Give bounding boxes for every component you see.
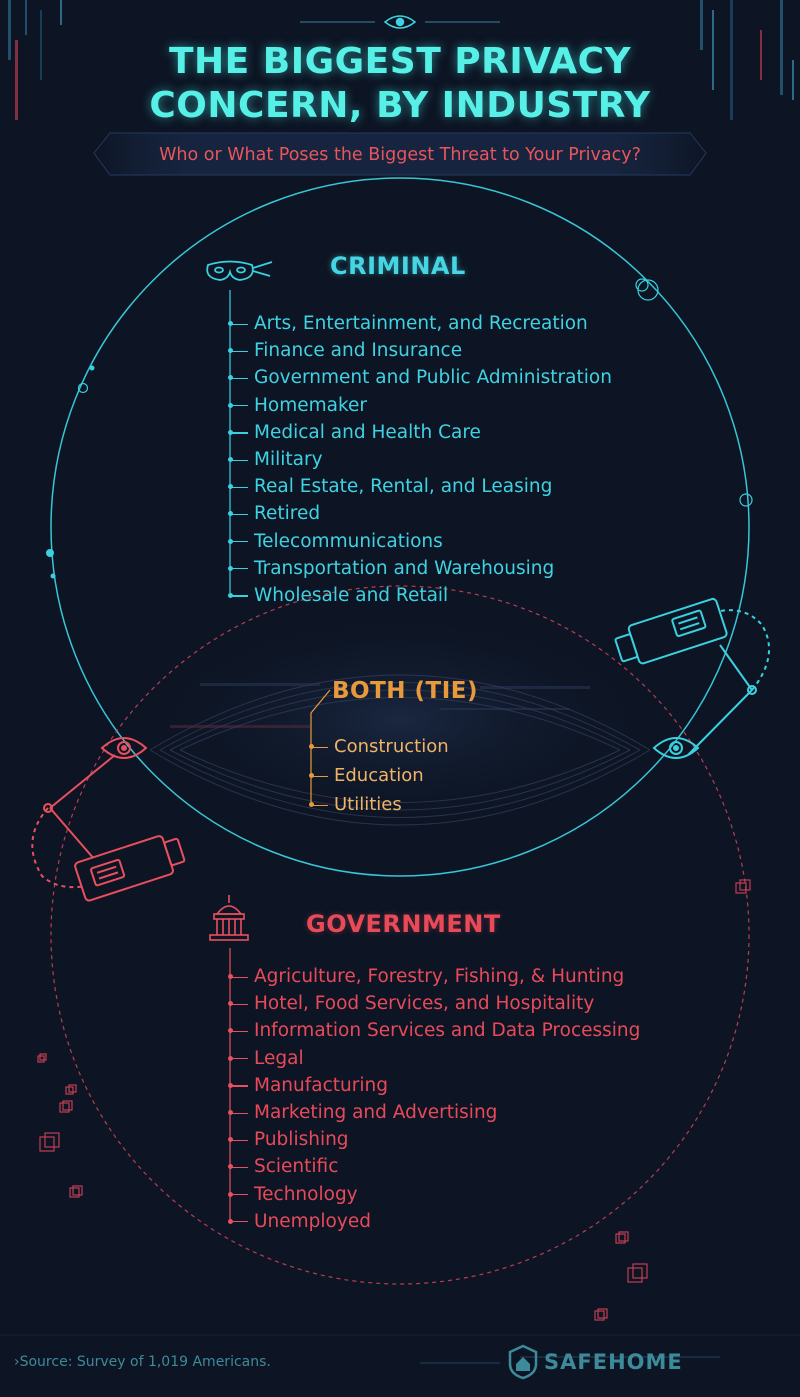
bullet-connector bbox=[230, 1194, 248, 1195]
criminal-list-item: Wholesale and Retail bbox=[254, 582, 612, 609]
bullet-connector bbox=[230, 1058, 248, 1059]
capitol-building-icon bbox=[210, 895, 248, 940]
page-subtitle: Who or What Poses the Biggest Threat to Your Privacy? bbox=[159, 145, 641, 165]
government-list-item: Publishing bbox=[254, 1126, 640, 1153]
both-heading: BOTH (TIE) bbox=[332, 678, 479, 704]
brand-name: SAFEHOME bbox=[544, 1350, 683, 1374]
criminal-list bbox=[254, 310, 612, 609]
bullet-connector bbox=[230, 378, 248, 379]
bullet-connector bbox=[230, 351, 248, 352]
page-title-line2: CONCERN, BY INDUSTRY bbox=[149, 85, 651, 126]
bullet-connector bbox=[230, 1221, 248, 1222]
house-shield-icon bbox=[508, 1344, 538, 1380]
bullet-connector bbox=[230, 1167, 248, 1168]
both-list-item: Construction bbox=[334, 732, 449, 761]
bullet-connector bbox=[311, 805, 328, 806]
brand-logo bbox=[508, 1340, 683, 1384]
bullet-connector bbox=[230, 541, 248, 542]
bullet-connector bbox=[230, 1004, 248, 1005]
government-list-item: Agriculture, Forestry, Fishing, & Hunting bbox=[254, 963, 640, 990]
right-eye-icon bbox=[654, 738, 698, 758]
left-eye-icon bbox=[102, 738, 146, 758]
source-text: Source: Survey of 1,019 Americans. bbox=[19, 1354, 271, 1370]
bullet-connector bbox=[230, 1113, 248, 1114]
bullet-connector bbox=[230, 1031, 248, 1032]
bullet-connector bbox=[230, 405, 248, 406]
criminal-list-item: Medical and Health Care bbox=[254, 419, 612, 446]
bullet-connector bbox=[311, 747, 328, 748]
bullet-connector bbox=[311, 776, 328, 777]
bullet-connector bbox=[230, 568, 248, 569]
criminal-list-item: Military bbox=[254, 446, 612, 473]
bullet-connector bbox=[230, 324, 248, 325]
criminal-list-item: Telecommunications bbox=[254, 528, 612, 555]
bullet-connector bbox=[230, 977, 248, 978]
criminal-list-item: Finance and Insurance bbox=[254, 337, 612, 364]
criminal-list-item: Arts, Entertainment, and Recreation bbox=[254, 310, 612, 337]
source-note bbox=[14, 1354, 271, 1370]
government-list-item: Manufacturing bbox=[254, 1072, 640, 1099]
government-list-item: Technology bbox=[254, 1181, 640, 1208]
criminal-list-item: Government and Public Administration bbox=[254, 364, 612, 391]
bullet-connector bbox=[230, 460, 248, 461]
bullet-connector bbox=[230, 595, 248, 596]
bullet-connector bbox=[230, 487, 248, 488]
government-list-item: Scientific bbox=[254, 1153, 640, 1180]
criminal-list-item: Real Estate, Rental, and Leasing bbox=[254, 473, 612, 500]
both-list-item: Utilities bbox=[334, 790, 449, 819]
government-heading: GOVERNMENT bbox=[306, 910, 501, 938]
government-list-item: Legal bbox=[254, 1045, 640, 1072]
criminal-list-item: Retired bbox=[254, 500, 612, 527]
government-list-item: Information Services and Data Processing bbox=[254, 1017, 640, 1044]
bullet-connector bbox=[230, 432, 248, 433]
bullet-connector bbox=[230, 514, 248, 515]
criminal-heading: CRIMINAL bbox=[330, 252, 466, 280]
mask-icon bbox=[207, 262, 272, 281]
bullet-connector bbox=[230, 1085, 248, 1086]
criminal-list-item: Transportation and Warehousing bbox=[254, 555, 612, 582]
government-list bbox=[254, 963, 640, 1235]
bullet-connector bbox=[230, 1140, 248, 1141]
both-list-item: Education bbox=[334, 761, 449, 790]
government-list-item: Unemployed bbox=[254, 1208, 640, 1235]
government-list-item: Marketing and Advertising bbox=[254, 1099, 640, 1126]
criminal-list-item: Homemaker bbox=[254, 392, 612, 419]
government-list-item: Hotel, Food Services, and Hospitality bbox=[254, 990, 640, 1017]
page-title-line1: THE BIGGEST PRIVACY bbox=[168, 41, 632, 82]
chevron-right-icon: › bbox=[14, 1354, 20, 1370]
left-security-camera-icon bbox=[32, 755, 187, 902]
eye-ornament bbox=[300, 16, 500, 28]
both-list bbox=[334, 732, 449, 819]
